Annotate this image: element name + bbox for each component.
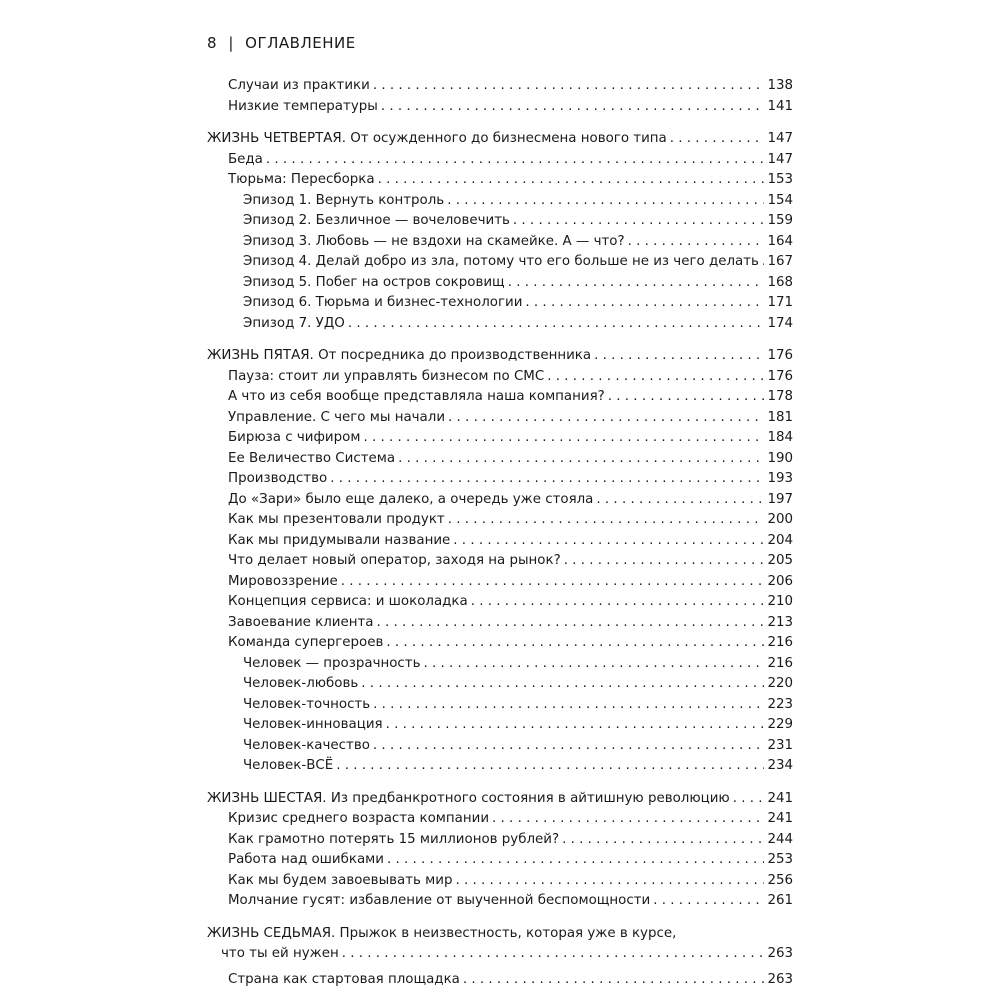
toc-page-number: 241 (767, 811, 793, 826)
toc-dot-leader (387, 850, 764, 871)
toc-page-number: 261 (767, 893, 793, 908)
toc-dot-leader (608, 387, 765, 408)
toc-dot-leader (381, 97, 765, 118)
toc-page-number: 253 (767, 852, 793, 867)
toc-page-number: 256 (767, 872, 793, 888)
toc-dot-leader (341, 572, 765, 593)
toc-entry (207, 970, 793, 991)
toc-subentry (207, 314, 793, 335)
toc-entry-title: Как мы придумывали название (228, 532, 451, 548)
toc-entry (207, 551, 793, 572)
toc-page-number: 205 (767, 553, 793, 568)
toc-dot-leader (373, 695, 764, 716)
toc-entry-title: Ее Величество Система (228, 450, 396, 466)
toc-subentry (207, 211, 793, 232)
toc-entry-title: Человек-качество (243, 737, 370, 753)
toc-subentry (207, 232, 793, 253)
toc-dot-leader (547, 367, 764, 388)
toc-entry (207, 408, 793, 429)
toc-entry (207, 944, 793, 965)
toc-subentry (207, 736, 793, 757)
toc-entry-title: Человек — прозрачность (243, 655, 421, 671)
toc-entry-title: Человек-любовь (243, 676, 359, 691)
toc-page-number: 176 (767, 368, 793, 384)
toc-entry (207, 510, 793, 531)
toc-entry-title: что ты ей нужен (221, 946, 339, 961)
header-section-title: ОГЛАВЛЕНИЕ (245, 34, 356, 52)
toc-entry-title: Производство (228, 471, 328, 486)
toc-page-number: 181 (767, 409, 793, 425)
toc-dot-leader (348, 314, 765, 335)
toc-subentry (207, 695, 793, 716)
toc-page-number: 141 (767, 98, 793, 114)
toc-dot-leader (596, 490, 764, 511)
toc-entry-title: Что делает новый оператор, заходя на рынок? (228, 553, 561, 568)
toc-entry-title: Эпизод 1. Вернуть контроль (243, 192, 445, 208)
toc-dot-leader (447, 191, 764, 212)
toc-dot-leader (330, 469, 764, 490)
toc-dot-leader (453, 531, 764, 552)
toc-page-number: 210 (767, 594, 793, 609)
toc-entry (207, 490, 793, 511)
toc-entry (207, 428, 793, 449)
toc-entry (207, 830, 793, 851)
toc-entry-title: Работа над ошибками (228, 852, 384, 867)
toc-dot-leader (508, 273, 765, 294)
toc-part-heading (207, 346, 793, 367)
toc-entry-title: ЖИЗНЬ ПЯТАЯ. От посредника до производственника (207, 348, 592, 363)
toc-dot-leader (363, 428, 764, 449)
toc-dot-leader (448, 408, 764, 429)
toc-entry-title: ЖИЗНЬ ЧЕТВЕРТАЯ. От осужденного до бизнесмена нового типа (207, 131, 667, 146)
toc-page-number: 229 (767, 717, 793, 732)
toc-entry (207, 613, 793, 634)
toc-page-number: 200 (767, 512, 793, 527)
section-gap (207, 117, 793, 129)
toc-subentry (207, 293, 793, 314)
toc-entry (207, 871, 793, 892)
toc-dot-leader (463, 970, 765, 991)
toc-page-number: 213 (767, 614, 793, 630)
toc-page-number: 220 (767, 676, 793, 691)
toc-entry-title: Как грамотно потерять 15 миллионов рублей? (228, 831, 560, 847)
toc-entry-title: Человек-точность (243, 696, 371, 712)
toc-subentry (207, 715, 793, 736)
toc-entry-title: Концепция сервиса: и шоколадка (228, 594, 468, 609)
toc-entry-title: Команда супергероев (228, 635, 384, 650)
toc-entry-title: Низкие температуры (228, 98, 378, 114)
toc-entry-title: Беда (228, 151, 263, 167)
toc-page-number: 147 (767, 151, 793, 167)
toc-entry (207, 592, 793, 613)
toc-dot-leader (653, 891, 764, 912)
toc-entry-title: До «Зари» было еще далеко, а очередь уже стояла (228, 491, 594, 507)
toc-page-number: 147 (767, 131, 793, 146)
toc-page-number: 190 (767, 450, 793, 466)
toc-entry-title: Человек-инновация (243, 717, 383, 732)
toc-page-number: 216 (767, 655, 793, 671)
table-of-contents (207, 76, 793, 990)
section-gap (207, 912, 793, 924)
toc-entry (207, 809, 793, 830)
toc-dot-leader (564, 551, 765, 572)
toc-entry-title: Бирюза с чифиром (228, 430, 361, 445)
toc-dot-leader (762, 252, 765, 273)
running-header (207, 34, 356, 52)
toc-entry (207, 367, 793, 388)
toc-entry (207, 469, 793, 490)
toc-subentry (207, 654, 793, 675)
toc-entry (207, 531, 793, 552)
toc-dot-leader (373, 76, 765, 97)
toc-entry-title: Пауза: стоит ли управлять бизнесом по СМС (228, 368, 545, 384)
toc-entry (207, 97, 793, 118)
toc-page-number: 216 (767, 635, 793, 650)
toc-entry (207, 150, 793, 171)
toc-entry-title: Управление. С чего мы начали (228, 409, 446, 425)
toc-dot-leader (386, 715, 765, 736)
toc-page-number: 168 (767, 274, 793, 290)
toc-dot-leader (471, 592, 765, 613)
toc-dot-leader (594, 346, 764, 367)
toc-dot-leader (513, 211, 765, 232)
toc-entry (207, 891, 793, 912)
section-gap (207, 777, 793, 789)
toc-page-number: 176 (767, 348, 793, 363)
toc-page-number: 263 (767, 946, 793, 961)
section-gap (207, 334, 793, 346)
toc-page-number: 167 (767, 254, 793, 269)
toc-entry-title: Эпизод 5. Побег на остров сокровищ (243, 274, 505, 290)
toc-entry-title: Как мы будем завоевывать мир (228, 872, 453, 888)
toc-dot-leader (670, 129, 765, 150)
toc-entry (207, 387, 793, 408)
toc-subentry (207, 273, 793, 294)
toc-dot-leader (378, 170, 765, 191)
toc-entry-title: Эпизод 4. Делай добро из зла, потому что его больше не из чего делать (243, 254, 759, 269)
toc-entry-title: Эпизод 7. УДО (243, 315, 345, 331)
toc-entry-title: Страна как стартовая площадка (228, 971, 460, 987)
toc-part-heading (207, 924, 793, 945)
toc-page-number: 263 (767, 971, 793, 987)
toc-entry-title: Кризис среднего возраста компании (228, 811, 490, 826)
toc-subentry (207, 252, 793, 273)
toc-entry-title: Эпизод 6. Тюрьма и бизнес-технологии (243, 295, 523, 310)
toc-entry-title: Человек-ВСЁ (243, 758, 334, 773)
toc-dot-leader (562, 830, 764, 851)
toc-page-number: 138 (767, 78, 793, 93)
toc-dot-leader (373, 736, 765, 757)
toc-dot-leader (266, 150, 765, 171)
toc-page-number: 171 (767, 295, 793, 310)
toc-entry-title: Тюрьма: Пересборка (228, 172, 375, 187)
toc-page-number: 204 (767, 532, 793, 548)
toc-entry-title: Как мы презентовали продукт (228, 512, 445, 527)
toc-page-number: 193 (767, 471, 793, 486)
toc-part-heading (207, 789, 793, 810)
toc-page-number: 234 (767, 758, 793, 773)
toc-page-number: 184 (767, 430, 793, 445)
toc-page-number: 231 (767, 737, 793, 753)
toc-entry-title: Эпизод 2. Безличное — вочеловечить (243, 213, 510, 228)
toc-entry-title: Молчание гусят: избавление от выученной беспомощности (228, 893, 651, 908)
toc-page-number: 206 (767, 573, 793, 589)
toc-entry-title: ЖИЗНЬ ШЕСТАЯ. Из предбанкротного состояния в айтишную революцию (207, 790, 730, 806)
toc-entry (207, 449, 793, 470)
toc-dot-leader (628, 232, 765, 253)
toc-entry (207, 850, 793, 871)
toc-subentry (207, 191, 793, 212)
toc-dot-leader (342, 944, 765, 965)
toc-page-number: 223 (767, 696, 793, 712)
toc-dot-leader (423, 654, 764, 675)
toc-entry-title: Мировоззрение (228, 573, 338, 589)
toc-dot-leader (733, 789, 765, 810)
toc-entry (207, 170, 793, 191)
header-page-number: 8 (207, 34, 218, 52)
toc-page-number: 153 (767, 172, 793, 187)
toc-part-heading (207, 129, 793, 150)
toc-entry (207, 76, 793, 97)
toc-entry-title: Эпизод 3. Любовь — не вздохи на скамейке. А — что? (243, 233, 625, 249)
toc-page-number: 178 (767, 389, 793, 404)
toc-entry (207, 572, 793, 593)
toc-entry-title: ЖИЗНЬ СЕДЬМАЯ. Прыжок в неизвестность, которая уже в курсе, (207, 925, 677, 941)
toc-page-number: 244 (767, 831, 793, 847)
toc-dot-leader (525, 293, 764, 314)
toc-page-number: 154 (767, 192, 793, 208)
toc-page-number: 241 (767, 790, 793, 806)
toc-dot-leader (336, 756, 764, 777)
toc-entry-title: Случаи из практики (228, 78, 370, 93)
toc-page-number: 174 (767, 315, 793, 331)
toc-subentry (207, 756, 793, 777)
toc-dot-leader (456, 871, 765, 892)
toc-subentry (207, 674, 793, 695)
toc-dot-leader (492, 809, 764, 830)
toc-page-number: 197 (767, 491, 793, 507)
toc-dot-leader (386, 633, 764, 654)
toc-dot-leader (448, 510, 765, 531)
toc-entry-title: А что из себя вообще представляла наша компания? (228, 389, 605, 404)
header-separator: | (228, 34, 234, 52)
toc-page-number: 164 (767, 233, 793, 249)
toc-dot-leader (361, 674, 764, 695)
toc-entry (207, 633, 793, 654)
toc-page-number: 159 (767, 213, 793, 228)
toc-entry-title: Завоевание клиента (228, 614, 374, 630)
toc-dot-leader (398, 449, 764, 470)
toc-dot-leader (377, 613, 765, 634)
